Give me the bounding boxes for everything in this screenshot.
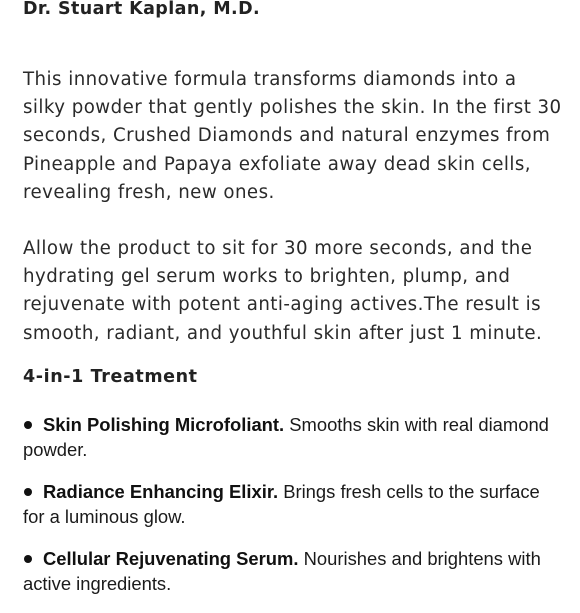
feature-list <box>23 412 563 613</box>
feature-name: Skin Polishing Microfoliant. <box>43 414 285 435</box>
feature-description: Smooths skin with real diamond powder. <box>23 414 549 460</box>
feature-description: Nourishes and brightens with active ingredients. <box>23 548 541 594</box>
description-paragraph-1: This innovative formula transforms diamonds into a silky powder that gently polishes the skin. In the first 30 seconds, Crushed Diamonds and natural enzymes from Pineapple and Papaya exfoliate away dead skin cells, revealing fresh, new ones. <box>23 69 562 203</box>
feature-item <box>23 546 563 596</box>
feature-name: Cellular Rejuvenating Serum. <box>43 548 299 569</box>
bullet-icon <box>24 555 32 563</box>
feature-name: Radiance Enhancing Elixir. <box>43 481 279 502</box>
description-paragraph-2: Allow the product to sit for 30 more seconds, and the hydrating gel serum works to brighten, plump, and rejuvenate with potent anti-aging actives.The result is smooth, radiant, and youthful skin after just 1 minute. <box>23 238 543 344</box>
section-title: 4-in-1 Treatment <box>23 367 198 387</box>
feature-item <box>23 479 563 529</box>
author-name: Dr. Stuart Kaplan, M.D. <box>23 0 261 19</box>
feature-item <box>23 412 563 462</box>
bullet-icon <box>24 488 32 496</box>
feature-description: Brings fresh cells to the surface for a luminous glow. <box>23 481 540 527</box>
bullet-icon <box>24 421 32 429</box>
